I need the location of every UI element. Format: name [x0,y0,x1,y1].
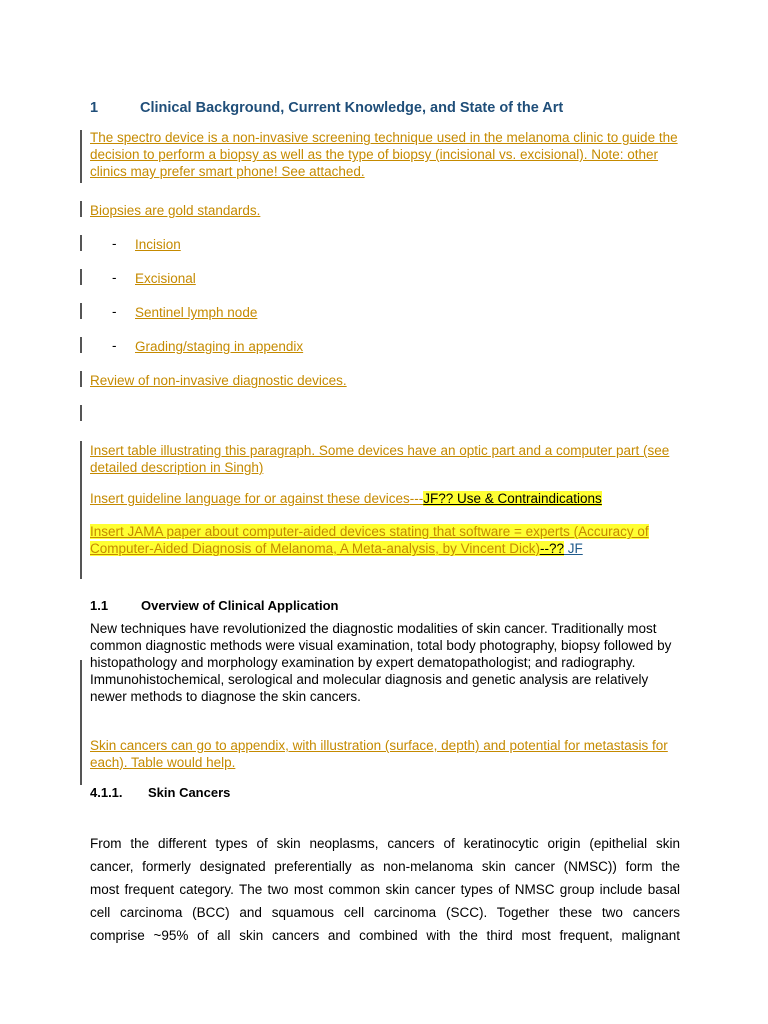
bullet-excisional: Excisional [135,271,196,286]
guideline-comment: JF?? Use & Contraindications [423,491,602,506]
bullet-marker: - [112,236,117,251]
bullet-incision: Incision [135,237,181,252]
change-bar [80,405,82,421]
change-bar [80,371,82,387]
change-bar [80,235,82,251]
bullet-sentinel: Sentinel lymph node [135,305,258,320]
heading-1-1-number: 1.1 [90,598,109,613]
change-bar [80,337,82,353]
skin-appendix-note: Skin cancers can go to appendix, with illustration (surface, depth) and potential for metastasis for each). Table would help. [90,738,668,770]
jama-author: JF [563,541,583,556]
change-bar [80,269,82,285]
heading-4-1-1-number: 4.1.1. [90,785,123,800]
insert-jama-note [90,523,680,557]
guideline-text: Insert guideline language for or against these devices [90,491,410,506]
body-line: comprise ~95% of all skin cancers and combined with the third most frequent, malignant [90,928,680,943]
heading-1-1 [90,598,339,613]
biopsies-line: Biopsies are gold standards. [90,203,261,218]
skin-cancers-paragraph [90,832,680,947]
body-line: most frequent category. The two most common skin cancer types of NMSC group include basal [90,882,680,897]
intro-paragraph: The spectro device is a non-invasive screening technique used in the melanoma clinic to guide the decision to perform a biopsy as well as the type of biopsy (incisional vs. excisional). Note: other clinics may prefer smart phone! See attached. [90,130,678,179]
change-bar [80,441,82,579]
jama-comment: --?? [539,541,564,556]
heading-1-title: Clinical Background, Current Knowledge, and State of the Art [140,100,564,116]
heading-4-1-1-title: Skin Cancers [148,785,231,800]
change-bar [80,303,82,319]
body-line: cancer, formerly designated preferentially as non-melanoma skin cancer (NMSC)) form the [90,859,680,874]
heading-1-number: 1 [90,100,99,116]
jama-text: Insert JAMA paper about computer-aided devices stating that software = experts (Accuracy of Computer-Aided Diagnosis of Melanoma, A Meta-analysis, by Vincent Dick) [90,524,649,556]
bullet-marker: - [112,338,117,353]
body-line: cell carcinoma (BCC) and squamous cell carcinoma (SCC). Together these two cancers [90,905,680,920]
heading-1 [90,100,564,116]
body-line: From the different types of skin neoplasms, cancers of keratinocytic origin (epithelial skin [90,836,680,851]
change-bar [80,201,82,217]
bullet-grading: Grading/staging in appendix [135,339,304,354]
bullet-marker: - [112,304,117,319]
insert-table-note: Insert table illustrating this paragraph. Some devices have an optic part and a computer part (see detailed description in Singh) [90,443,670,475]
guideline-dashes: --- [409,491,424,506]
overview-paragraph: New techniques have revolutionized the diagnostic modalities of skin cancer. Traditionally most common diagnostic methods were visual examination, total body photography, biopsy followed by histopathology and morphology examination by expert dematopathologist; and radiography. Immunohistochemical, serological and molecular diagnosis and genetic analysis are relatively newer methods to diagnose the skin cancers. [90,621,672,704]
heading-4-1-1 [90,785,231,800]
insert-guideline-note [90,490,690,507]
review-line: Review of non-invasive diagnostic devices. [90,373,347,388]
heading-1-1-title: Overview of Clinical Application [141,598,339,613]
bullet-marker: - [112,270,117,285]
change-bar [80,130,82,183]
change-bar [80,660,82,785]
